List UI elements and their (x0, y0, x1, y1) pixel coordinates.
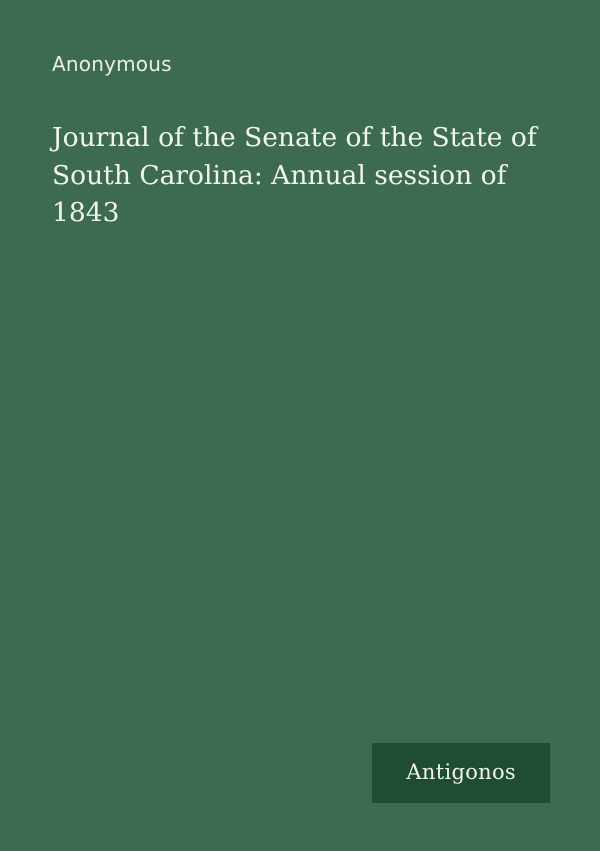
publisher-badge: Antigonos (372, 743, 550, 803)
book-title: Journal of the Senate of the State of South Carolina: Annual session of 1843 (52, 122, 537, 229)
author-name: Anonymous (52, 52, 172, 76)
